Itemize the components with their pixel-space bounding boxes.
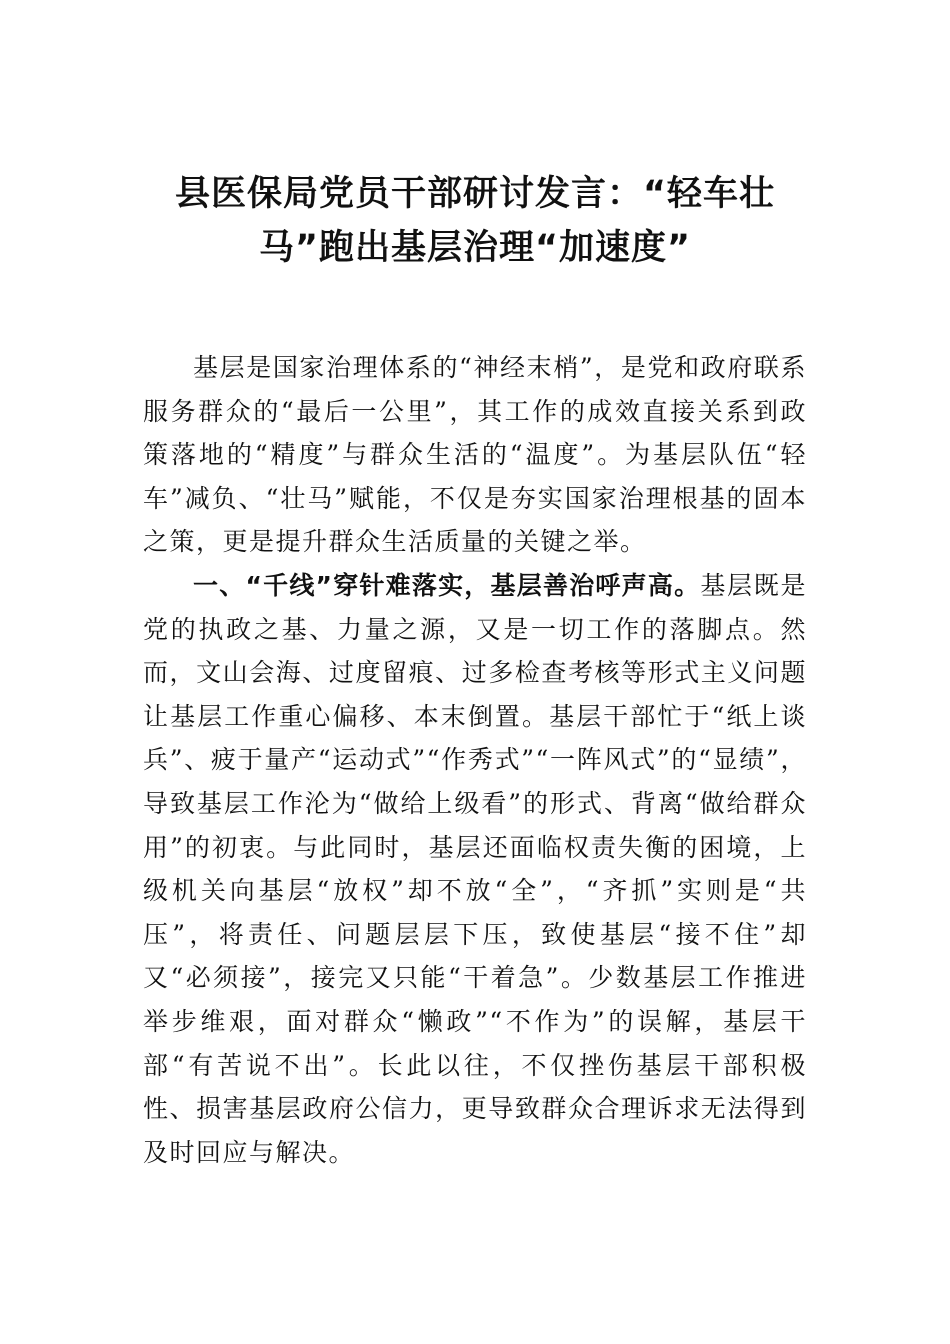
section-1-body: 基层既是党的执政之基、力量之源，又是一切工作的落脚点。然而，文山会海、过度留痕、过多检查考核等形式主义问题让基层工作重心偏移、本末倒置。基层干部忙于“纸上谈兵”、疲于量产“运动式”“作秀式”“一阵风式”的“显绩”，导致基层工作沦为“做给上级看”的形式、背离“做给群众用”的初衷。与此同时，基层还面临权责失衡的困境，上级机关向基层“放权”却不放“全”，“齐抓”实则是“共压”，将责任、问题层层下压，致使基层“接不住”却又“必须接”，接完又只能“干着急”。少数基层工作推进举步维艰，面对群众“懒政”“不作为”的误解，基层干部“有苦说不出”。长此以往，不仅挫伤基层干部积极性、损害基层政府公信力，更导致群众合理诉求无法得到及时回应与解决。	[143, 570, 807, 1167]
section-1-heading: 一、“千线”穿针难落实，基层善治呼声高。	[193, 570, 701, 600]
intro-paragraph: 基层是国家治理体系的“神经末梢”，是党和政府联系服务群众的“最后一公里”，其工作的成效直接关系到政策落地的“精度”与群众生活的“温度”。为基层队伍“轻车”减负、“壮马”赋能，不仅是夯实国家治理根基的固本之策，更是提升群众生活质量的关键之举。	[143, 353, 807, 557]
section-1-paragraph	[143, 564, 807, 1174]
document-body	[143, 346, 807, 1174]
document-title-line-1: 县医保局党员干部研讨发言：“轻车壮	[174, 174, 775, 214]
document-title-line-2: 马”跑出基层治理“加速度”	[258, 228, 691, 268]
